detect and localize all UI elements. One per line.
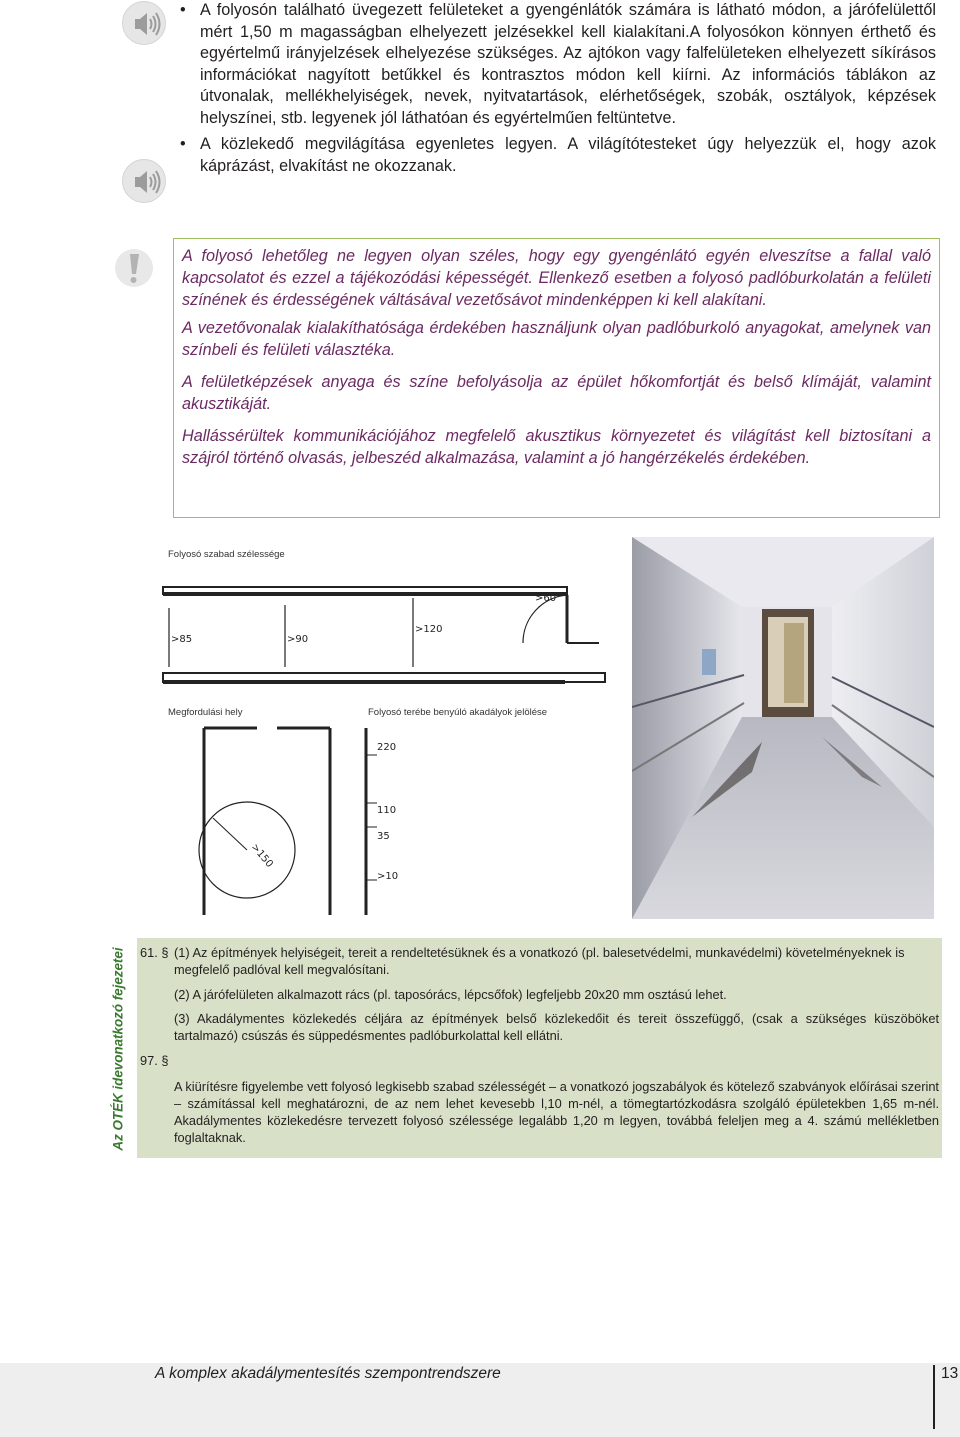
note-paragraph: Hallássérültek kommunikációjához megfelelő akusztikus környezetet és világítást kell biztosítani a szájról történő olvasás, jelbeszéd alkalmazása, valamint a jó hangérzékelés érdekében. <box>182 427 931 467</box>
footer-divider <box>933 1365 935 1429</box>
diagram-dim: >150 <box>248 841 275 870</box>
law-section-number: 61. § <box>140 945 169 960</box>
law-paragraph: A kiürítésre figyelembe vett folyosó legkisebb szabad szélességét – a vonatkozó jogszabályok és kötelező szabványok előírásai szerint – számítással kell meghatározni, de az nem lehet kevesebb l,10 m-nél, a tömegtartózkodásra szolgáló épületekben 1,65 m-nél. Akadálymentes közlekedésre tervezett folyosó szélessége legalább 1,20 m legyen, továbbá feleljen meg a 4. számú mellékletben foglaltaknak. <box>174 1079 939 1145</box>
speaker-icon[interactable] <box>122 159 166 203</box>
note-paragraph: A vezetővonalak kialakíthatósága érdekében használjunk olyan padlóburkoló anyagokat, amelynek van színbeli és felületi választéka. <box>182 319 931 359</box>
bullet-list <box>178 0 936 177</box>
law-text: (1) Az építmények helyiségeit, tereit a rendeltetésüknek és a vonatkozó (pl. balesetvédelmi, munkavédelmi) követelményeknek is megfelelő padlóval kell megvalósítani. <box>174 945 905 977</box>
note-box <box>173 238 940 518</box>
corridor-diagram <box>155 535 615 915</box>
law-paragraph: (3) Akadálymentes közlekedés céljára az építmények belső közlekedőit és tereit összefüggő, (csak a szükséges küszöböket tartalmazó) csúszás és süppedésmentes padlóburkolattal kell ellátni. <box>174 1011 939 1043</box>
corridor-photo <box>632 537 934 919</box>
speaker-icon[interactable] <box>122 1 166 45</box>
diagram-dim: 220 <box>377 742 397 753</box>
diagram-title-corridor: Folyosó szabad szélessége <box>168 549 285 560</box>
law-paragraph <box>174 944 939 978</box>
footer-title: A komplex akadálymentesítés szempontrendszere <box>155 1365 501 1382</box>
law-paragraph: (2) A járófelületen alkalmazott rács (pl. taposórács, lépcsőfok) legfeljebb 20x20 mm osztású lehet. <box>174 987 727 1002</box>
note-paragraph: A felületképzések anyaga és színe befolyásolja az épület hőkomfortját és belső klímáját, valamint akusztikáját. <box>182 373 931 413</box>
diagram-dim: 110 <box>377 805 397 816</box>
diagram-dim: 35 <box>377 831 390 842</box>
diagram-dim: >10 <box>377 871 399 882</box>
diagram-dim: >120 <box>415 624 443 635</box>
diagram-title-obstacles: Folyosó terébe benyúló akadályok jelölése <box>368 707 548 718</box>
diagram-dim: >90 <box>287 634 309 645</box>
diagram-title-turning: Megfordulási hely <box>168 707 243 718</box>
diagram-dim: >85 <box>171 634 193 645</box>
law-section-number: 97. § <box>140 1053 169 1068</box>
bullet-paragraph: • A folyosón található üvegezett felületeket a gyengénlátók számára is látható módon, a járófelülettől mért 1,50 m magasságban elhelyezett jelzésekkel kell kialakítani.A folyosókon könnyen érthető és egyértelmű irányjelzések elhelyezése szükséges. Az ajtókon vagy falfelületeken elhelyezett síkírásos információkat nagyított betűkkel és kontrasztos módon kell kiírni. Az információs táblákon az útvonalak, mellékhelyiségek, nevek, nyitvatartások, elérhetőségek, szobák, osztályok, képzések helyszínei, stb. legyenek jól láthatóan és egyértelműen feltüntetve. <box>178 0 936 129</box>
note-paragraph: A folyosó lehetőleg ne legyen olyan széles, hogy egy gyengénlátó egyén elveszítse a fallal való kapcsolatot és ezzel a tájékozódási képességét. Ellenkező esetben a folyosó padlóburkolatán a felületi színének és érdességének váltásával vezetősávot mindenképpen ki kell alakítani. <box>182 247 931 309</box>
sidebar-label <box>104 940 132 1158</box>
law-box <box>137 938 942 1158</box>
page-number: 13 <box>941 1365 959 1382</box>
bullet-paragraph: • A közlekedő megvilágítása egyenletes legyen. A világítótesteket úgy helyezzük el, hogy azok káprázást, elvakítást ne okozzanak. <box>178 134 936 177</box>
diagram-dim: >60 <box>535 593 557 604</box>
sidebar-label-text: Az OTÉK idevonatkozó fejezetei <box>110 947 126 1151</box>
exclamation-icon <box>114 248 154 288</box>
